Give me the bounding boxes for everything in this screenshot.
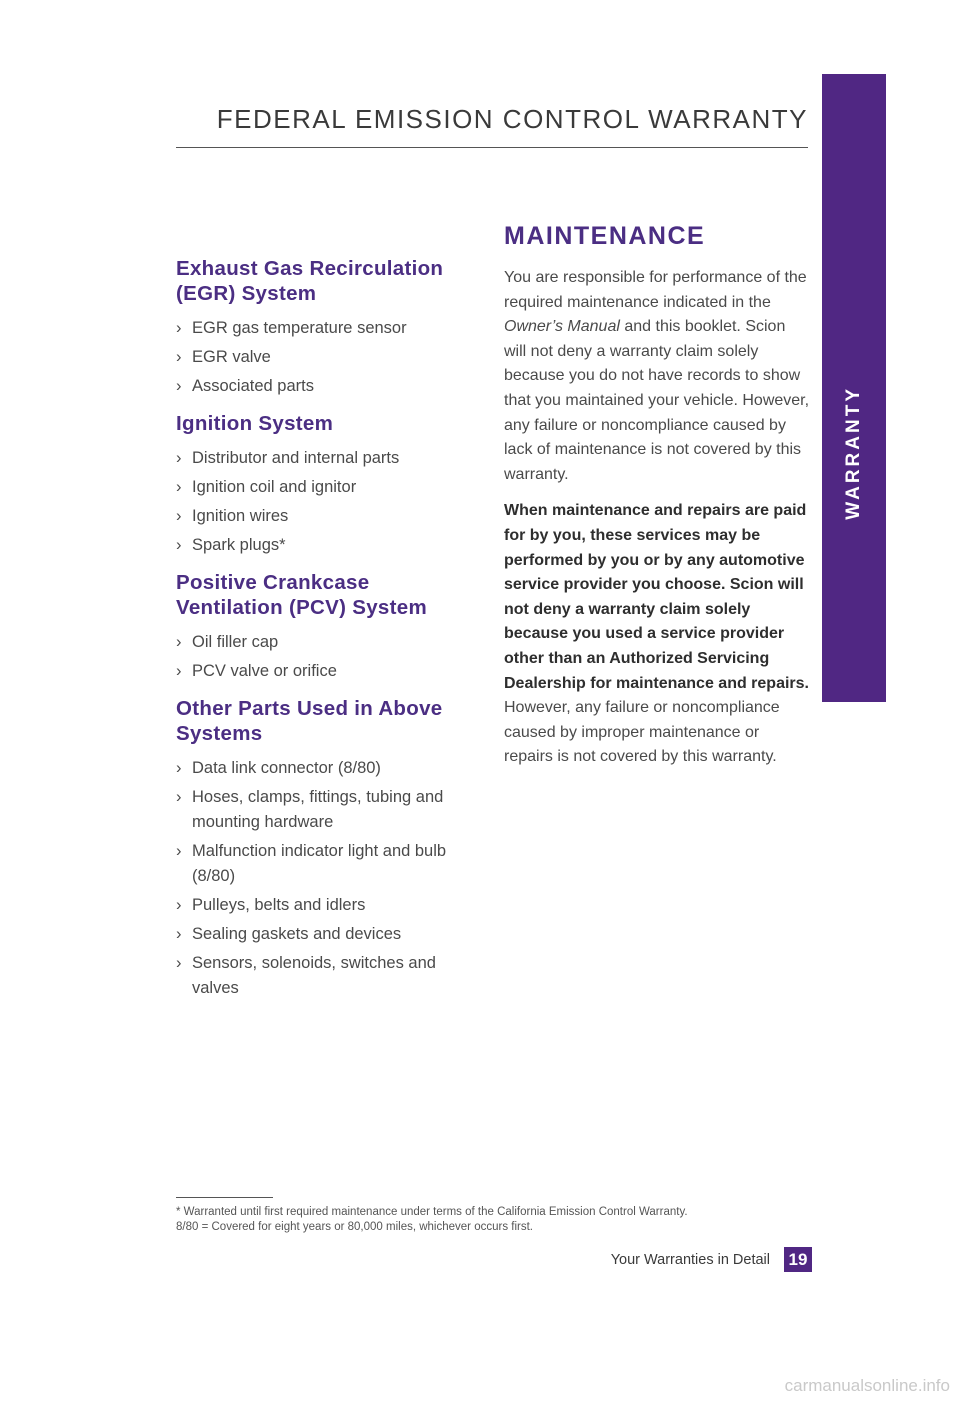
section-heading-other-parts: Other Parts Used in Above Systems bbox=[176, 697, 443, 745]
list-item: › Distributor and internal parts bbox=[176, 446, 478, 471]
pcv-list bbox=[176, 630, 478, 684]
other-parts-list bbox=[176, 756, 478, 1001]
maintenance-emphasis: When maintenance and repairs are paid for by you, these services may be performed by you or by any automotive service provider you choose. Scion will not deny a warranty claim solely because you used a service provider other than an Authorized Servicing Dealership for maintenance and repairs. bbox=[504, 502, 809, 692]
maintenance-text: You are responsible for performance of the required maintenance indicated in the bbox=[504, 269, 807, 311]
list-item: › PCV valve or orifice bbox=[176, 659, 478, 684]
header-divider bbox=[176, 147, 808, 148]
maintenance-paragraph-1 bbox=[504, 266, 810, 487]
list-item: › Spark plugs* bbox=[176, 533, 478, 558]
list-item: › Malfunction indicator light and bulb (8/80) bbox=[176, 839, 478, 889]
watermark: carmanualsonline.info bbox=[784, 1376, 950, 1395]
section-heading-ignition: Ignition System bbox=[176, 412, 334, 435]
list-item: › EGR gas temperature sensor bbox=[176, 316, 478, 341]
section-heading-pcv: Positive Crankcase Ventilation (PCV) System bbox=[176, 571, 427, 619]
maintenance-paragraph-2 bbox=[504, 499, 810, 770]
ignition-list bbox=[176, 446, 478, 558]
list-item: › Data link connector (8/80) bbox=[176, 756, 478, 781]
page-number: 19 bbox=[784, 1247, 812, 1272]
owners-manual-title: Owner’s Manual bbox=[504, 318, 620, 336]
list-item: › Hoses, clamps, fittings, tubing and mounting hardware bbox=[176, 785, 478, 835]
left-column bbox=[176, 256, 478, 1013]
list-item: › Ignition coil and ignitor bbox=[176, 475, 478, 500]
maintenance-heading: MAINTENANCE bbox=[504, 222, 706, 250]
egr-list bbox=[176, 316, 478, 399]
list-item: › Sealing gaskets and devices bbox=[176, 922, 478, 947]
section-heading-egr: Exhaust Gas Recirculation (EGR) System bbox=[176, 257, 444, 305]
list-item: › EGR valve bbox=[176, 345, 478, 370]
list-item: › Associated parts bbox=[176, 374, 478, 399]
footnote-divider bbox=[176, 1197, 273, 1198]
footnotes bbox=[176, 1205, 816, 1235]
side-tab-label-wrap bbox=[822, 74, 886, 702]
right-column bbox=[504, 220, 810, 770]
list-item: › Ignition wires bbox=[176, 504, 478, 529]
list-item: › Oil filler cap bbox=[176, 630, 478, 655]
maintenance-text: However, any failure or noncompliance caused by improper maintenance or repairs is not covered by this warranty. bbox=[504, 699, 780, 766]
list-item: › Pulleys, belts and idlers bbox=[176, 893, 478, 918]
footnote: * Warranted until first required maintenance under terms of the California Emission Control Warranty. bbox=[176, 1206, 688, 1218]
footnote: 8/80 = Covered for eight years or 80,000 miles, whichever occurs first. bbox=[176, 1221, 533, 1233]
side-tab-label: WARRANTY bbox=[843, 386, 864, 520]
page-title: FEDERAL EMISSION CONTROL WARRANTY bbox=[216, 104, 808, 134]
list-item: › Sensors, solenoids, switches and valves bbox=[176, 951, 478, 1001]
maintenance-text: and this booklet. Scion will not deny a warranty claim solely because you do not have records to show that you maintained your vehicle. However, any failure or noncompliance caused by lack of maintenance is not covered by this warranty. bbox=[504, 318, 810, 483]
footer-label: Your Warranties in Detail bbox=[610, 1252, 770, 1268]
